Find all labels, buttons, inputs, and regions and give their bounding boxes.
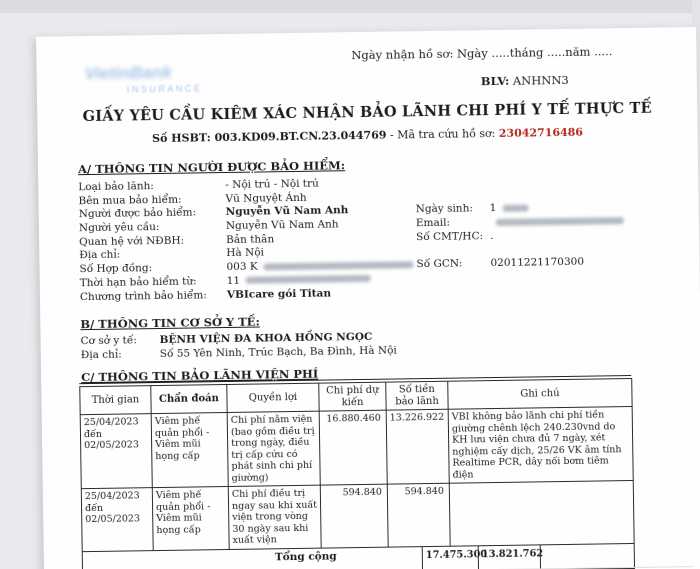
field-value-right (490, 214, 624, 228)
estimated-cost-cell: 594.840 (321, 485, 389, 548)
hsbt-label: Số HSBT: (152, 131, 215, 146)
section-c-heading: C/ THÔNG TIN BẢO LÃNH VIỆN PHÍ (81, 366, 319, 385)
total-estimated-cell: 17.475.300 (423, 546, 479, 569)
redacted-smudge (264, 261, 414, 270)
document-subtitle (38, 124, 698, 147)
document-page (36, 27, 700, 569)
table-header-cell: Thời gian (80, 386, 151, 415)
field-label: Số Hợp đồng: (79, 262, 153, 276)
total-guaranteed-cell: 13.821.762 (479, 545, 541, 569)
field-label: Người được bảo hiểm: (78, 206, 197, 221)
blv-label: BLV: (480, 73, 510, 89)
field-value-right: . (489, 229, 494, 242)
field-value-right: 02011221170300 (490, 255, 585, 270)
document-title: GIẤY YÊU CẦU KIÊM XÁC NHẬN BẢO LÃNH CHI PHÍ Y TẾ THỰC TẾ (82, 99, 652, 126)
redacted-smudge (502, 204, 528, 211)
section-b-heading: B/ THÔNG TIN CƠ SỞ Y TẾ: (80, 314, 260, 332)
hsbt-code: 003.KD09.BT.CN.23.044769 (214, 128, 387, 145)
field-value: Bản thân (226, 233, 275, 246)
field-value: BỆNH VIỆN ĐA KHOA HỒNG NGỌC (159, 330, 373, 346)
field-label: Thời hạn bảo hiểm từ: (79, 275, 197, 289)
guaranteed-amount-cell: 13.226.922 (387, 410, 450, 485)
field-value: Nguyễn Vũ Nam Anh (225, 218, 339, 233)
benefit-cell: Chi phí điều trị ngay sau khi xuất viện trong vòng 30 ngày sau khi xuất viện (229, 486, 322, 550)
background-top-band (0, 0, 700, 13)
field-value: Nguyễn Vũ Nam Anh (225, 204, 349, 219)
total-label-cell: Tổng cộng (83, 547, 423, 569)
diagnosis-cell: Viêm phế quản phổi - Viêm mũi họng cấp (152, 413, 229, 488)
field-label: Người yêu cầu: (78, 221, 160, 235)
field-value: 11 (226, 274, 241, 287)
total-note-cell (541, 543, 635, 569)
guarantee-fee-table (79, 378, 635, 569)
table-row (81, 407, 634, 489)
table-row (82, 481, 635, 552)
field-value: 003 K (226, 260, 258, 274)
time-cell: 25/04/2023 đến 02/05/2023 (82, 488, 154, 552)
field-value: - Nội trú - Nội trú (225, 177, 319, 191)
field-value: Hà Nội (226, 246, 265, 260)
note-cell: VBI không bảo lãnh chi phí tiền giường chênh lệch 240.230vnd do KH lưu viện chưa đủ 7 ngày, xét nghiệm cấy dịch, 25/26 VK âm tính Realtime PCR, dây nối bơm tiêm điện (449, 407, 634, 484)
field-value-right: 1 (490, 202, 529, 215)
logo-wordmark: VietinBank (84, 62, 172, 84)
field-label: Chương trình bảo hiểm: (79, 288, 207, 303)
field-label: Bên mua bảo hiểm: (78, 193, 182, 207)
blv-line (481, 73, 569, 88)
section-b-rows (81, 326, 681, 362)
table-header-cell: Số tiền bảo lãnh (386, 382, 448, 411)
blv-value: ANHNN3 (512, 72, 569, 88)
table-header-cell: Chẩn đoán (151, 385, 227, 414)
benefit-cell: Chi phí nằm viện (bao gồm điều trị trong ngày, điều trị cấp cứu có phát sinh chi phí giường) (228, 412, 321, 487)
table-header-cell: Quyền lợi (227, 384, 319, 413)
section-medical-facility (80, 308, 681, 362)
field-label-right: Email: (415, 216, 451, 230)
table-header-cell: Chi phí dự kiến (319, 383, 386, 412)
field-value: Vũ Nguyệt Ánh (225, 191, 307, 205)
redacted-smudge (246, 275, 371, 284)
lookup-label: - Mã tra cứu hồ sơ: (386, 126, 499, 142)
time-cell: 25/04/2023 đến 02/05/2023 (81, 414, 153, 489)
note-cell (450, 481, 635, 546)
field-value: VBIcare gói Titan (226, 286, 332, 301)
field-value: Số 55 Yên Ninh, Trúc Bạch, Ba Đình, Hà Nội (159, 344, 397, 360)
logo-insurance-text: INSURANCE (126, 83, 203, 95)
received-date-line: Ngày nhận hồ sơ: Ngày .....tháng .....năm ..... (351, 44, 613, 63)
field-label-right: Ngày sinh: (415, 202, 474, 216)
field-label: Loại bảo lãnh: (78, 180, 154, 194)
field-label-right: Số CMT/HC: (415, 229, 484, 243)
field-label-right: Số GCN: (416, 257, 463, 271)
field-label: Quan hệ với NĐBH: (79, 234, 185, 248)
section-insured-info (78, 153, 680, 304)
diagnosis-cell: Viêm phế quản phổi - Viêm mũi họng cấp (153, 487, 230, 551)
field-label: Địa chỉ: (80, 348, 122, 361)
section-a-rows (78, 172, 680, 304)
guaranteed-amount-cell: 594.840 (388, 484, 451, 547)
lookup-code: 23042716486 (498, 125, 584, 140)
estimated-cost-cell: 16.880.460 (320, 411, 388, 486)
table-header-cell: Ghi chú (448, 379, 632, 410)
vietinbank-insurance-logo (84, 61, 274, 95)
field-label: Địa chỉ: (79, 249, 121, 262)
field-label: Cơ sở y tế: (80, 334, 137, 348)
section-a-heading: A/ THÔNG TIN NGƯỜI ĐƯỢC BẢO HIỂM: (77, 158, 346, 177)
redacted-smudge (496, 217, 624, 226)
